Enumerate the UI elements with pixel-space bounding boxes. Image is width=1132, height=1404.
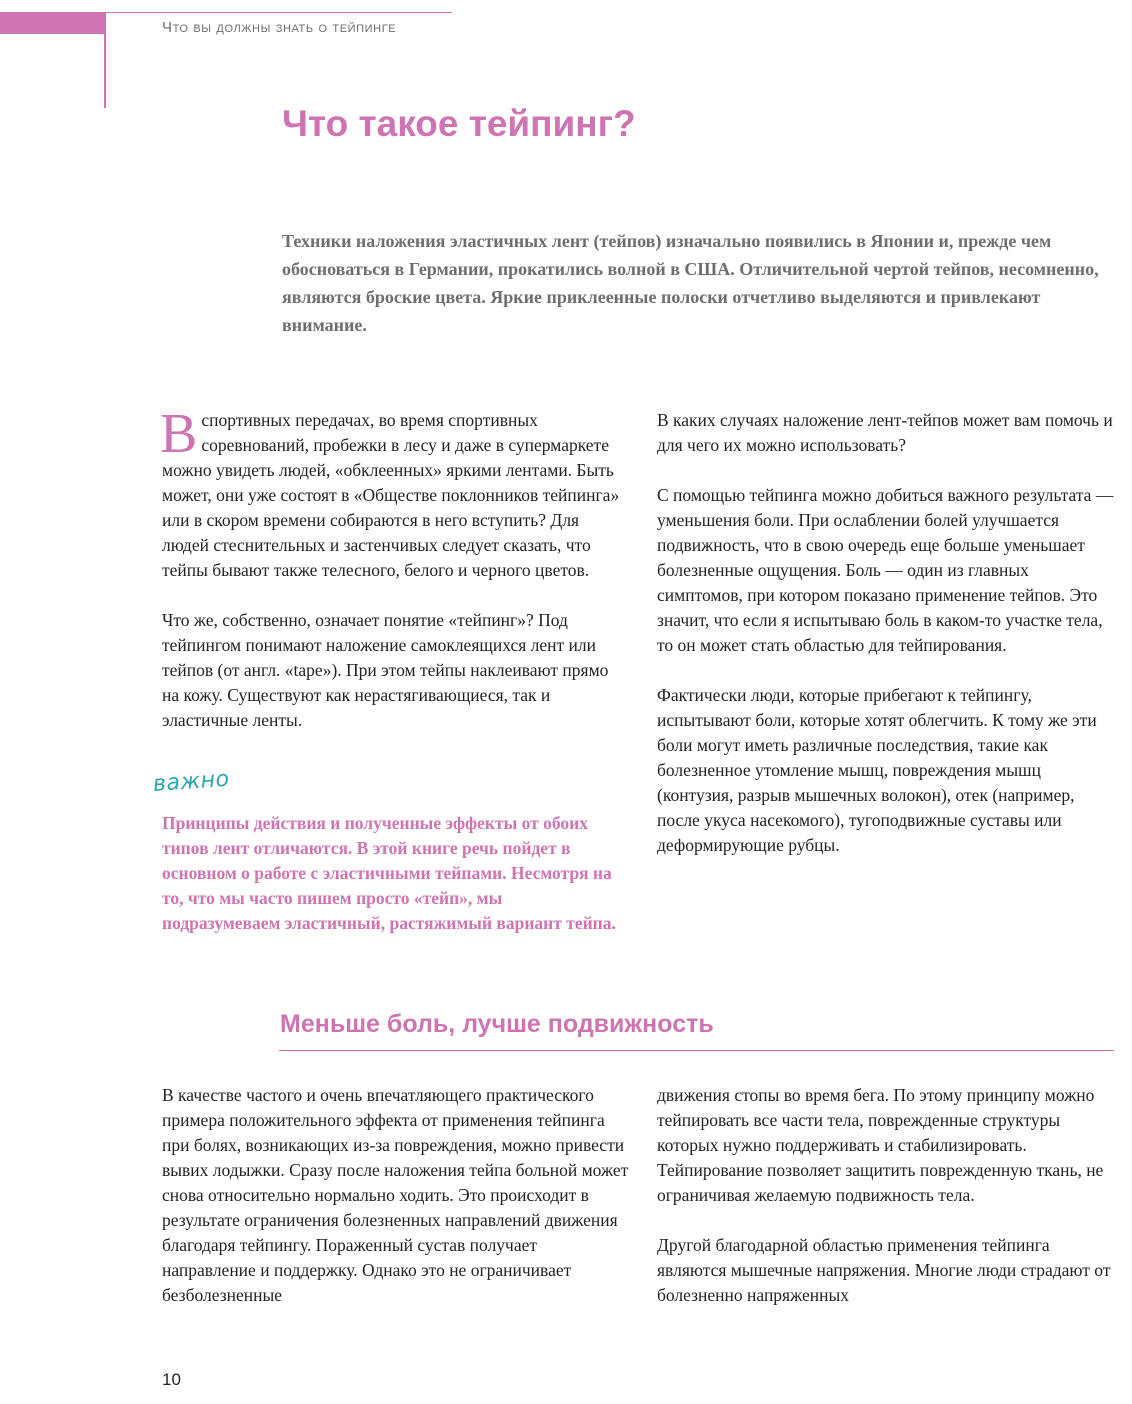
- paragraph-with-dropcap: [160, 403, 624, 583]
- section2-right-column: [657, 1083, 1115, 1308]
- running-head: Что вы должны знать о тейпинге: [162, 19, 397, 36]
- section-heading: Меньше боль, лучше подвижность: [280, 1010, 714, 1038]
- lead-paragraph: Техники наложения эластичных лент (тейпов) изначально появились в Японии и, прежде чем обосноваться в Германии, прокатились волной в США. Отличительной чертой тейпов, несомненно, являются броские цвета. Яркие приклеенные полоски отчетливо выделяются и привлекают внимание.: [282, 231, 1099, 335]
- important-label: важно: [152, 766, 231, 797]
- section-heading-rule: [279, 1050, 1114, 1051]
- paragraph: С помощью тейпинга можно добиться важного результата — уменьшения боли. При ослаблении болей улучшается подвижность, что в свою очередь еще больше уменьшает болезненные ощущения. Боль — один из главных симптомов, при котором показано применение тейпов. Это значит, что если я испытываю боль в каком-то участке тела, то он может стать областью для тейпирования.: [657, 485, 1114, 655]
- paragraph: Что же, собственно, означает понятие «тейпинг»? Под тейпингом понимают наложение самоклеящихся лент или тейпов (от англ. «tape»). При этом тейпы наклеивают прямо на кожу. Существуют как нерастягивающиеся, так и эластичные ленты.: [162, 610, 609, 730]
- header-vertical-rule: [104, 12, 106, 108]
- paragraph: В качестве частого и очень впечатляющего практического примера положительного эффекта от применения тейпинга при болях, возникающих из-за повреждения, можно привести вывих лодыжки. Сразу после наложения тейпа больной может снова относительно нормально ходить. Это происходит в результате ограничения болезненных направлений движения благодаря тейпингу. Пораженный сустав получает направление и поддержку. Однако это не ограничивает безболезненные: [162, 1085, 629, 1305]
- header-horizontal-rule: [106, 12, 452, 13]
- dropcap: В: [160, 403, 198, 465]
- section1-left-column: [160, 403, 624, 733]
- header-color-block: [0, 12, 106, 34]
- page-number: 10: [162, 1370, 181, 1389]
- section1-right-column: [657, 408, 1115, 858]
- paragraph: движения стопы во время бега. По этому принципу можно тейпировать все части тела, поврежденные структуры которых нужно поддерживать и стабилизировать. Тейпирование позволяет защитить поврежденную ткань, не ограничивая желаемую подвижность тела.: [657, 1085, 1104, 1205]
- paragraph-text: спортивных передачах, во время спортивных соревнований, пробежки в лесу и даже в супермаркете можно увидеть людей, «обклеенных» яркими лентами. Быть может, они уже состоят в «Обществе поклонников тейпинга» или в скором времени собираются в него вступить? Для людей стеснительных и застенчивых следует сказать, что тейпы бывают также телесного, белого и черного цветов.: [162, 410, 620, 580]
- section2-left-column: [162, 1083, 630, 1308]
- important-note: Принципы действия и полученные эффекты от обоих типов лент отличаются. В этой книге речь пойдет в основном о работе с эластичными тейпами. Несмотря на то, что мы часто пишем просто «тейп», мы подразумеваем эластичный, растяжимый вариант тейпа.: [162, 813, 616, 933]
- paragraph: Фактически люди, которые прибегают к тейпингу, испытывают боли, которые хотят облегчить. К тому же эти боли могут иметь различные последствия, такие как болезненное утомление мышц, повреждения мышц (контузия, разрыв мышечных волокон), отек (например, после укуса насекомого), тугоподвижные суставы или деформирующие рубцы.: [657, 685, 1097, 855]
- page-title: Что такое тейпинг?: [282, 103, 636, 144]
- paragraph: В каких случаях наложение лент-тейпов может вам помочь и для чего их можно использовать?: [657, 410, 1113, 455]
- paragraph: Другой благодарной областью применения тейпинга являются мышечные напряжения. Многие люди страдают от болезненно напряженных: [657, 1235, 1111, 1305]
